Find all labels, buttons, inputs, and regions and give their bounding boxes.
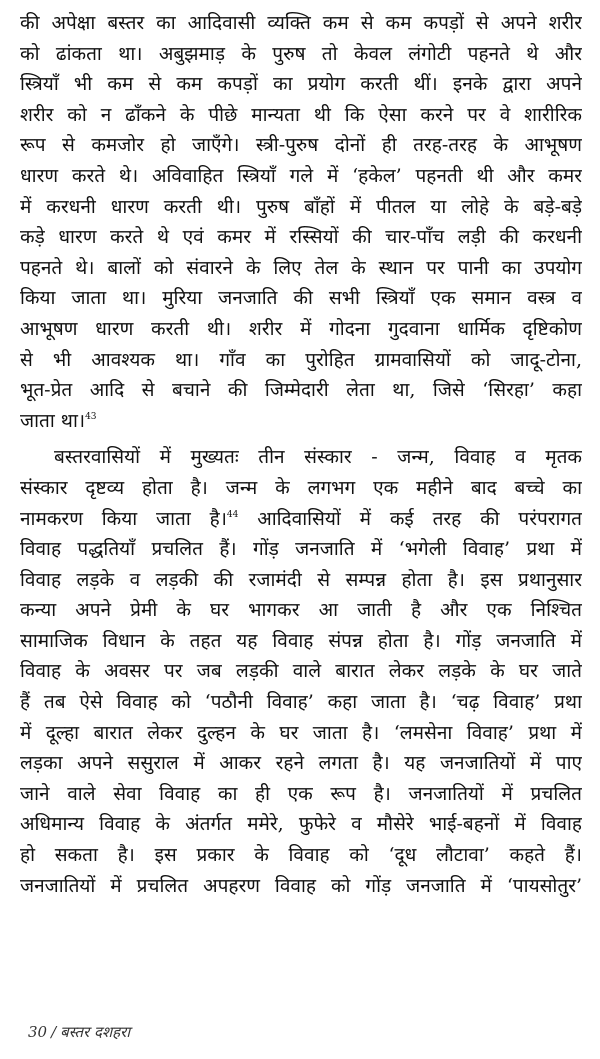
text-line: कन्या अपने प्रेमी के घर भागकर आ जाती है और एक निश्चित <box>20 599 582 622</box>
footnote-ref-43: 43 <box>85 411 97 422</box>
text-line: की अपेक्षा बस्तर का आदिवासी व्यक्ति कम से कम कपड़ों से अपने शरीर <box>20 12 582 34</box>
text-line-with-footnote <box>20 504 582 535</box>
text-line: शरीर को न ढाँकने के पीछे मान्यता थी कि ऐसा करने पर वे शारीरिक <box>20 103 582 126</box>
document-page <box>20 8 582 901</box>
page-number: 30 <box>28 1023 48 1041</box>
text-line: विवाह लड़के व लड़की की रजामंदी से सम्पन्न होता है। इस प्रथानुसार <box>20 568 582 591</box>
text-line: आभूषण धारण करती थी। शरीर में गोदना गुदवाना धार्मिक दृष्टिकोण <box>20 317 582 340</box>
text-line: में करधनी धारण करती थी। पुरुष बाँहों में पीतल या लोहे के बड़े-बड़े <box>20 195 582 218</box>
text-line: जनजातियों में प्रचलित अपहरण विवाह को गोंड़ जनजाति में ‘पायसोतुर’ <box>20 874 582 897</box>
text-line: से भी आवश्यक था। गाँव का पुरोहित ग्रामवासियों को जादू-टोना, <box>20 348 582 371</box>
text-line: संस्कार दृष्टव्य होता है। जन्म के लगभग एक महीने बाद बच्चे का <box>20 476 582 499</box>
text-line: अधिमान्य विवाह के अंतर्गत ममेरे, फुफेरे व मौसेरे भाई-बहनों में विवाह <box>20 813 582 836</box>
text-line: सामाजिक विधान के तहत यह विवाह संपन्न होता है। गोंड़ जनजाति में <box>20 629 582 652</box>
text-line: में दूल्हा बारात लेकर दुल्हन के घर जाता है। ‘लमसेना विवाह’ प्रथा में <box>20 721 582 744</box>
text-line: विवाह पद्धतियाँ प्रचलित हैं। गोंड़ जनजाति में ‘भगेली विवाह’ प्रथा में <box>20 538 582 561</box>
paragraph-1 <box>20 8 582 436</box>
text-line: विवाह के अवसर पर जब लड़की वाले बारात लेकर लड़के के घर जाते <box>20 660 582 683</box>
text-segment: आदिवासियों में कई तरह की परंपरागत <box>238 507 582 530</box>
text-line: कड़े धारण करते थे एवं कमर में रस्सियों की चार-पाँच लड़ी की करधनी <box>20 226 582 249</box>
text-line: पहनते थे। बालों को संवारने के लिए तेल के स्थान पर पानी का उपयोग <box>20 256 582 279</box>
text-line: हो सकता है। इस प्रकार के विवाह को ‘दूध लौटावा’ कहते हैं। <box>20 844 582 867</box>
text-line-first: बस्तरवासियों में मुख्यतः तीन संस्कार - जन्म, विवाह व मृतक <box>54 446 582 469</box>
running-title: बस्तर दशहरा <box>60 1023 131 1041</box>
paragraph-2 <box>20 442 582 901</box>
text-line: किया जाता था। मुरिया जनजाति की सभी स्त्रियाँ एक समान वस्त्र व <box>20 287 582 310</box>
text-line: भूत-प्रेत आदि से बचाने की जिम्मेदारी लेता था, जिसे ‘सिरहा’ कहा <box>20 379 582 402</box>
text-line: हैं तब ऐसे विवाह को ‘पठौनी विवाह’ कहा जाता है। ‘चढ़ विवाह’ प्रथा <box>20 691 582 714</box>
text-line: लड़का अपने ससुराल में आकर रहने लगता है। यह जनजातियों में पाए <box>20 752 582 775</box>
text-line: धारण करते थे। अविवाहित स्त्रियाँ गले में ‘हकेल’ पहनती थी और कमर <box>20 164 582 187</box>
text-segment: नामकरण किया जाता है। <box>20 507 227 530</box>
text-line: को ढांकता था। अबुझमाड़ के पुरुष तो केवल लंगोटी पहनते थे और <box>20 42 582 65</box>
text-line: जाने वाले सेवा विवाह का ही एक रूप है। जनजातियों में प्रचलित <box>20 782 582 805</box>
text-line: स्त्रियाँ भी कम से कम कपड़ों का प्रयोग करती थीं। इनके द्वारा अपने <box>20 73 582 96</box>
footnote-ref-44: 44 <box>226 509 239 520</box>
text-line-last <box>20 406 582 437</box>
text-line-content: जाता था। <box>20 409 86 432</box>
text-line: रूप से कमजोर हो जाएँगे। स्त्री-पुरुष दोनों ही तरह-तरह के आभूषण <box>20 134 582 157</box>
page-footer <box>28 1022 130 1042</box>
footer-separator: / <box>51 1023 57 1041</box>
